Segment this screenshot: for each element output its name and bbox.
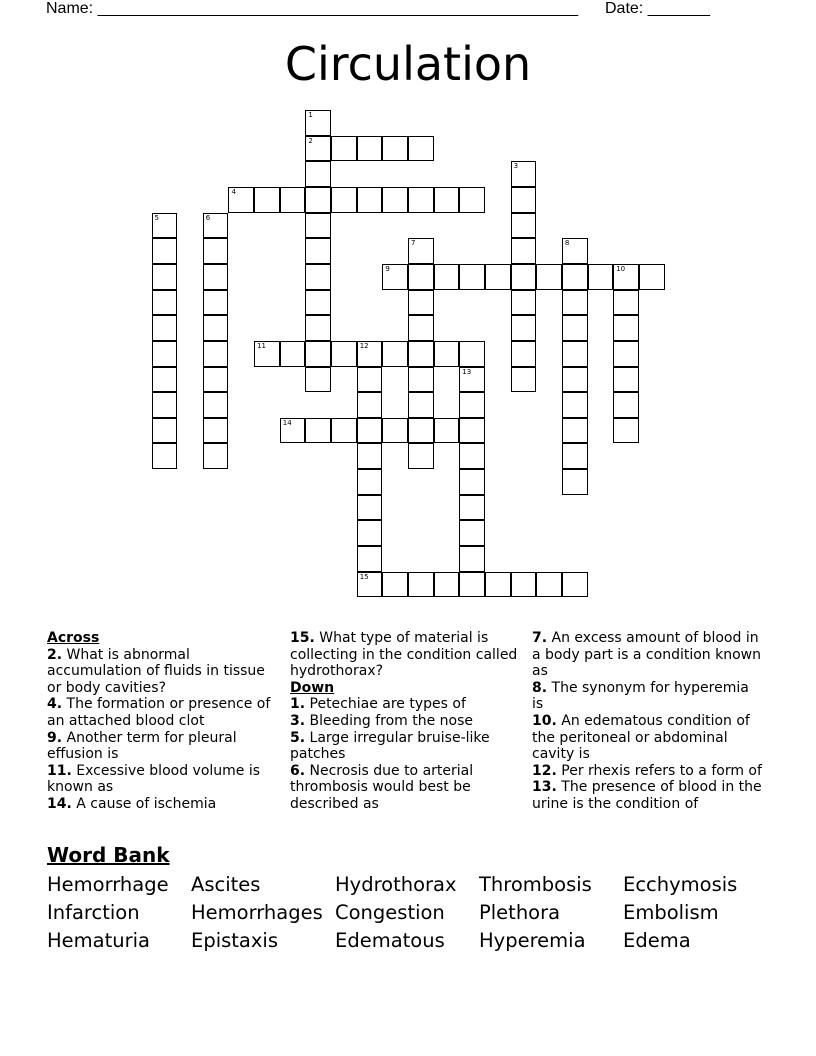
crossword-cell[interactable]	[511, 238, 537, 264]
word-bank-item: Edematous	[335, 929, 445, 952]
crossword-cell[interactable]	[228, 187, 254, 213]
crossword-cell[interactable]	[562, 469, 588, 495]
crossword-cell[interactable]	[382, 572, 408, 598]
crossword-cell[interactable]	[511, 290, 537, 316]
crossword-cell[interactable]	[511, 367, 537, 393]
crossword-cell[interactable]	[152, 367, 178, 393]
crossword-cell[interactable]	[254, 341, 280, 367]
crossword-cell[interactable]	[203, 367, 229, 393]
crossword-cell[interactable]	[613, 367, 639, 393]
crossword-cell[interactable]	[382, 264, 408, 290]
crossword-cell[interactable]	[459, 264, 485, 290]
down-heading: Down	[290, 679, 335, 696]
crossword-cell[interactable]	[408, 187, 434, 213]
cell-number: 2	[308, 136, 313, 145]
crossword-cell[interactable]	[408, 264, 434, 290]
clue-down-10: 10. An edematous condition of the peritoneal or abdominal cavity is	[532, 712, 750, 763]
crossword-cell[interactable]	[408, 290, 434, 316]
name-field[interactable]: Name: ______________________________________________________	[46, 0, 579, 17]
crossword-cell[interactable]	[511, 213, 537, 239]
crossword-cell[interactable]	[382, 418, 408, 444]
crossword-cell[interactable]	[408, 418, 434, 444]
word-bank	[47, 873, 767, 952]
crossword-cell[interactable]	[305, 264, 331, 290]
word-bank-item: Hemorrhage	[47, 873, 169, 896]
crossword-cell[interactable]	[459, 187, 485, 213]
crossword-cell[interactable]	[434, 572, 460, 598]
cell-number: 4	[231, 187, 236, 196]
clue-across-11: 11. Excessive blood volume is known as	[47, 762, 261, 796]
crossword-cell[interactable]	[203, 443, 229, 469]
crossword-cell[interactable]	[357, 495, 383, 521]
crossword-cell[interactable]	[511, 161, 537, 187]
crossword-cell[interactable]	[152, 315, 178, 341]
crossword-cell[interactable]	[331, 187, 357, 213]
crossword-cell[interactable]	[331, 341, 357, 367]
crossword-cell[interactable]	[203, 238, 229, 264]
crossword-cell[interactable]	[639, 264, 665, 290]
crossword-cell[interactable]	[613, 418, 639, 444]
cell-number: 12	[359, 341, 369, 350]
crossword-cell[interactable]	[536, 264, 562, 290]
crossword-cell[interactable]	[357, 392, 383, 418]
crossword-cell[interactable]	[511, 264, 537, 290]
clue-across-15: 15. What type of material is collecting in the condition called hydrothorax?	[290, 630, 518, 680]
word-bank-item: Congestion	[335, 901, 445, 924]
crossword-cell[interactable]	[408, 315, 434, 341]
word-bank-item: Hydrothorax	[335, 873, 457, 896]
crossword-cell[interactable]	[408, 341, 434, 367]
word-bank-item: Thrombosis	[479, 873, 592, 896]
crossword-cell[interactable]	[203, 418, 229, 444]
cell-number: 1	[308, 111, 313, 119]
crossword-cell[interactable]	[459, 520, 485, 546]
crossword-cell[interactable]	[152, 238, 178, 264]
cell-number: 15	[359, 572, 369, 581]
crossword-cell[interactable]	[434, 341, 460, 367]
crossword-cell[interactable]	[305, 238, 331, 264]
clue-down-8: 8. The synonym for hyperemia is	[532, 679, 749, 713]
cell-number: 13	[462, 367, 472, 376]
crossword-cell[interactable]	[203, 213, 229, 239]
crossword-cell[interactable]	[511, 187, 537, 213]
crossword-cell[interactable]	[305, 367, 331, 393]
clue-across-14: 14. A cause of ischemia	[47, 795, 217, 812]
crossword-cell[interactable]	[562, 572, 588, 598]
word-bank-item: Ecchymosis	[623, 873, 738, 896]
page-title: Circulation	[284, 37, 532, 91]
word-bank-item: Embolism	[623, 901, 719, 924]
crossword-cell[interactable]	[434, 418, 460, 444]
crossword-cell[interactable]	[305, 315, 331, 341]
cell-number: 6	[205, 213, 211, 222]
clue-down-1: 1. Petechiae are types of	[290, 696, 466, 713]
crossword-cell[interactable]	[254, 187, 280, 213]
crossword-cell[interactable]	[511, 572, 537, 598]
word-bank-item: Plethora	[479, 901, 561, 924]
crossword-cell[interactable]	[459, 495, 485, 521]
clue-column-1	[47, 630, 277, 813]
crossword-cell[interactable]	[305, 213, 331, 239]
word-bank-item: Ascites	[191, 873, 261, 896]
crossword-cell[interactable]	[562, 418, 588, 444]
crossword-cell[interactable]	[357, 546, 383, 572]
crossword-cell[interactable]	[152, 213, 178, 239]
crossword-cell[interactable]	[357, 443, 383, 469]
word-bank-item: Hyperemia	[479, 929, 586, 952]
crossword-cell[interactable]	[459, 546, 485, 572]
crossword-cell[interactable]	[152, 392, 178, 418]
crossword-cell[interactable]	[588, 264, 614, 290]
crossword-cell[interactable]	[305, 110, 331, 136]
word-bank-item: Epistaxis	[191, 929, 278, 952]
date-field[interactable]: Date: _______	[605, 0, 710, 17]
crossword-cell[interactable]	[613, 392, 639, 418]
cell-number: 11	[257, 341, 267, 350]
crossword-cell[interactable]	[562, 264, 588, 290]
crossword-cell[interactable]	[280, 341, 306, 367]
crossword-cell[interactable]	[305, 341, 331, 367]
crossword-cell[interactable]	[357, 341, 383, 367]
crossword-cell[interactable]	[305, 161, 331, 187]
crossword-cell[interactable]	[434, 264, 460, 290]
crossword-cell[interactable]	[203, 290, 229, 316]
crossword-cell[interactable]	[357, 187, 383, 213]
clue-across-2: 2. What is abnormal accumulation of fluids in tissue or body cavities?	[47, 646, 265, 696]
across-heading: Across	[47, 630, 100, 646]
crossword-cell[interactable]	[382, 187, 408, 213]
clue-down-3: 3. Bleeding from the nose	[290, 712, 474, 729]
crossword-cell[interactable]	[459, 443, 485, 469]
clue-across-4: 4. The formation or presence of an attached blood clot	[47, 696, 271, 729]
crossword-cell[interactable]	[408, 238, 434, 264]
crossword-cell[interactable]	[459, 341, 485, 367]
crossword-cell[interactable]	[305, 136, 331, 162]
crossword-cell[interactable]	[152, 341, 178, 367]
crossword-cell[interactable]	[357, 136, 383, 162]
cell-number: 9	[385, 264, 390, 273]
crossword-cell[interactable]	[613, 290, 639, 316]
crossword-cell[interactable]	[562, 367, 588, 393]
crossword-cell[interactable]	[152, 290, 178, 316]
clue-down-7: 7. An excess amount of blood in a body part is a condition known as	[532, 630, 761, 680]
crossword-cell[interactable]	[357, 418, 383, 444]
clue-down-12: 12. Per rhexis refers to a form of	[532, 762, 762, 779]
crossword-cell[interactable]	[280, 418, 306, 444]
crossword-cell[interactable]	[459, 469, 485, 495]
cell-number: 7	[411, 239, 416, 248]
crossword-cell[interactable]	[613, 315, 639, 341]
crossword-cell[interactable]	[459, 392, 485, 418]
clue-down-13: 13. The presence of blood in the urine is the condition of	[532, 779, 762, 812]
crossword-cell[interactable]	[485, 264, 511, 290]
crossword-cell[interactable]	[434, 187, 460, 213]
crossword-cell[interactable]	[152, 418, 178, 444]
crossword-cell[interactable]	[613, 264, 639, 290]
crossword-cell[interactable]	[408, 392, 434, 418]
crossword-cell[interactable]	[357, 572, 383, 598]
crossword-cell[interactable]	[305, 418, 331, 444]
crossword-cell[interactable]	[152, 264, 178, 290]
crossword-cell[interactable]	[562, 392, 588, 418]
crossword-cell[interactable]	[152, 443, 178, 469]
crossword-cell[interactable]	[562, 290, 588, 316]
cell-number: 14	[282, 418, 292, 427]
crossword-cell[interactable]	[382, 136, 408, 162]
word-bank-item: Infarction	[47, 901, 140, 924]
crossword-cell[interactable]	[408, 443, 434, 469]
cell-number: 10	[616, 264, 626, 273]
crossword-cell[interactable]	[357, 469, 383, 495]
cell-number: 3	[513, 162, 519, 171]
crossword-cell[interactable]	[203, 341, 229, 367]
clue-down-5: 5. Large irregular bruise-like patches	[290, 729, 490, 763]
clue-column-2	[290, 630, 522, 813]
crossword-cell[interactable]	[331, 136, 357, 162]
crossword-cell[interactable]	[536, 572, 562, 598]
word-bank-item: Edema	[623, 929, 691, 952]
crossword-cell[interactable]	[408, 136, 434, 162]
crossword-cell[interactable]	[203, 315, 229, 341]
crossword-cell[interactable]	[562, 315, 588, 341]
crossword-cell[interactable]	[459, 572, 485, 598]
crossword-cell[interactable]	[357, 520, 383, 546]
crossword-cell[interactable]	[203, 392, 229, 418]
crossword-cell[interactable]	[305, 187, 331, 213]
crossword-cell[interactable]	[511, 341, 537, 367]
cell-number: 5	[154, 213, 159, 222]
crossword-cell[interactable]	[511, 315, 537, 341]
word-bank-item: Hematuria	[47, 929, 150, 952]
crossword-cell[interactable]	[408, 367, 434, 393]
word-bank-item: Hemorrhages	[191, 901, 323, 924]
clue-column-3	[532, 630, 764, 813]
cell-number: 8	[564, 239, 570, 248]
crossword-cell[interactable]	[562, 341, 588, 367]
crossword-cell[interactable]	[305, 290, 331, 316]
word-bank-title: Word Bank	[47, 843, 170, 867]
crossword-cell[interactable]	[382, 341, 408, 367]
clue-down-6: 6. Necrosis due to arterial thrombosis would best be described as	[290, 762, 474, 812]
crossword-cell[interactable]	[408, 572, 434, 598]
crossword-cell[interactable]	[331, 418, 357, 444]
clue-across-9: 9. Another term for pleural effusion is	[47, 729, 237, 763]
crossword-cell[interactable]	[613, 341, 639, 367]
crossword-cell[interactable]	[459, 367, 485, 393]
crossword-cell[interactable]	[459, 418, 485, 444]
crossword-cell[interactable]	[203, 264, 229, 290]
crossword-cell[interactable]	[357, 367, 383, 393]
crossword-cell[interactable]	[562, 238, 588, 264]
crossword-cell[interactable]	[485, 572, 511, 598]
crossword-cell[interactable]	[562, 443, 588, 469]
crossword-cell[interactable]	[280, 187, 306, 213]
